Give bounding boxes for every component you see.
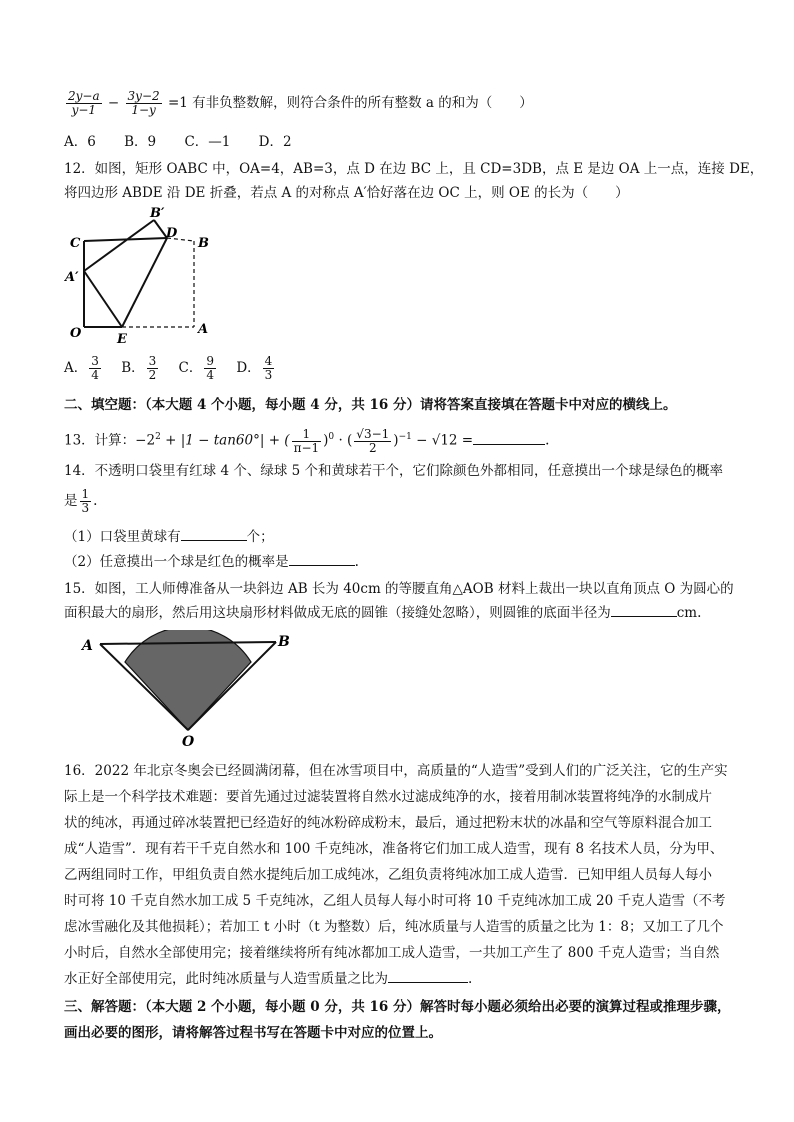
q15-label-a: A (82, 638, 93, 654)
q12-option-a: A． $\frac{3}{4}$ (64, 354, 99, 382)
q12-label-b-prime: B′ (150, 206, 165, 221)
q14-sub-1-blank[interactable] (181, 526, 247, 541)
q12-label-a: A (198, 322, 209, 337)
q12-option-c: C． $\frac{9}{4}$ (178, 354, 215, 382)
q16-line-2: 际上是一个科学技术难题：要首先通过过滤装置将自然水过滤成纯净的水，接着用制冰装置将纯净的水制成片 (64, 789, 712, 805)
q12-options (64, 355, 300, 382)
q14-sub-2: （2）任意摸出一个球是红色的概率是 . (64, 551, 359, 573)
q12-figure (62, 205, 222, 350)
q11-text: =1 有非负整数解，则符合条件的所有整数 a 的和为（ ） (167, 95, 533, 111)
q11-option-c: C．—1 (184, 134, 231, 150)
q11-fraction-1: $\frac{2y-a}{y-1}$ (68, 89, 100, 117)
q13-line: 13．计算：$-2^2 + |1 - \tan 60^\circ|$ + ( $\frac{1}{\pi-1}$ )$^0$ · ( $\frac{√3-1}{2}$ )$^{-1}$ − √12 = . (64, 426, 550, 455)
q11-option-a: A．6 (64, 134, 96, 150)
q11-options (64, 131, 316, 153)
q14-stem-line-1: 14．不透明口袋里有红球 4 个、绿球 5 个和黄球若干个，它们除颜色外都相同，任意摸出一个球是绿色的概率 (64, 463, 724, 479)
q15-label-b: B (278, 634, 290, 650)
q12-label-d: D (166, 226, 178, 241)
q15-figure (78, 630, 298, 750)
q15-label-o: O (182, 734, 195, 750)
q15-stem-line-1: 15．如图，工人师傅准备从一块斜边 AB 长为 40cm 的等腰直角△AOB 材料上裁出一块以直角顶点 O 为圆心的 (64, 581, 734, 597)
q11-equation-line (64, 90, 533, 117)
q15-side-ab (100, 642, 276, 644)
q12-label-c: C (70, 236, 81, 251)
q11-option-d: D．2 (258, 134, 292, 150)
q12-option-d: D． $\frac{4}{3}$ (236, 354, 273, 382)
section-2-heading: 二、填空题：（本大题 4 个小题，每小题 4 分，共 16 分）请将答案直接填在答题卡中对应的横线上。 (64, 397, 677, 413)
q11-fraction-2: $\frac{3y-2}{1-y}$ (127, 89, 160, 117)
q12-label-a-prime: A′ (65, 270, 79, 285)
q14-stem-line-2: 是 $\frac{1}{3}$ . (64, 487, 98, 515)
q12-fold-de (122, 238, 167, 327)
q16-line-6: 时可将 10 千克自然水加工成 5 千克纯冰，乙组人员每人每小时可将 10 千克纯冰加工成 20 千克人造雪（不考 (64, 893, 726, 909)
q15-answer-blank[interactable] (611, 602, 677, 617)
q15-stem-line-2: 面积最大的扇形，然后用这块扇形材料做成无底的圆锥（接缝处忽略），则圆锥的底面半径为 cm. (64, 602, 701, 624)
section-3-heading-line-1: 三、解答题：（本大题 2 个小题，每小题 0 分，共 16 分）解答时每小题必须给出必要的演算过程或推理步骤， (64, 999, 731, 1015)
q16-line-8: 小时后，自然水全部使用完；接着继续将所有纯冰都加工成人造雪，一共加工产生了 800 千克人造雪；当自然 (64, 945, 720, 961)
q13-answer-blank[interactable] (473, 430, 545, 445)
q16-answer-blank[interactable] (388, 968, 468, 983)
q12-label-e: E (117, 332, 127, 347)
q14-sub-1: （1）口袋里黄球有 个； (64, 526, 274, 548)
q12-stem-line-2: 将四边形 ABDE 沿 DE 折叠，若点 A 的对称点 A′恰好落在边 OC 上，则 OE 的长为（ ） (64, 185, 629, 201)
q12-option-b: B． $\frac{3}{2}$ (121, 354, 157, 382)
q11-minus: − (107, 95, 120, 111)
q16-line-5: 乙两组同时工作，甲组负责自然水提纯后加工成纯冰，乙组负责将纯冰加工成人造雪．已知甲组人员每人每小 (64, 867, 712, 883)
q12-label-o: O (70, 326, 82, 341)
q14-sub-2-blank[interactable] (289, 551, 355, 566)
q16-line-7: 虑冰雪融化及其他损耗）；若加工 t 小时（t 为整数）后，纯冰质量与人造雪的质量之比为 1：8；又加工了几个 (64, 919, 724, 935)
q11-option-b: B．9 (124, 134, 157, 150)
q12-segment-ea1 (84, 271, 122, 327)
q16-line-4: 成“人造雪”．现有若干千克自然水和 100 千克纯冰，准备将它们加工成人造雪，现有 8 名技术人员，分为甲、 (64, 841, 724, 857)
q16-line-3: 状的纯冰，再通过碎冰装置把已经造好的纯冰粉碎成粉末，最后，通过把粉末状的冰晶和空气等原料混合加工 (64, 815, 712, 831)
q12-stem-line-1: 12．如图，矩形 OABC 中，OA=4，AB=3，点 D 在边 BC 上，且 CD=3DB，点 E 是边 OA 上一点，连接 DE， (64, 161, 764, 177)
q12-segment-a1b1 (84, 220, 154, 271)
q16-line-9: 水正好全部使用完，此时纯冰质量与人造雪质量之比为 . (64, 968, 472, 990)
q16-line-1: 16．2022 年北京冬奥会已经圆满闭幕，但在冰雪项目中，高质量的“人造雪”受到人们的广泛关注，它的生产实 (64, 763, 728, 779)
q15-sector (125, 630, 251, 730)
section-3-heading-line-2: 画出必要的图形，请将解答过程书写在答题卡中对应的位置上。 (64, 1025, 442, 1041)
q12-label-b: B (198, 236, 209, 251)
